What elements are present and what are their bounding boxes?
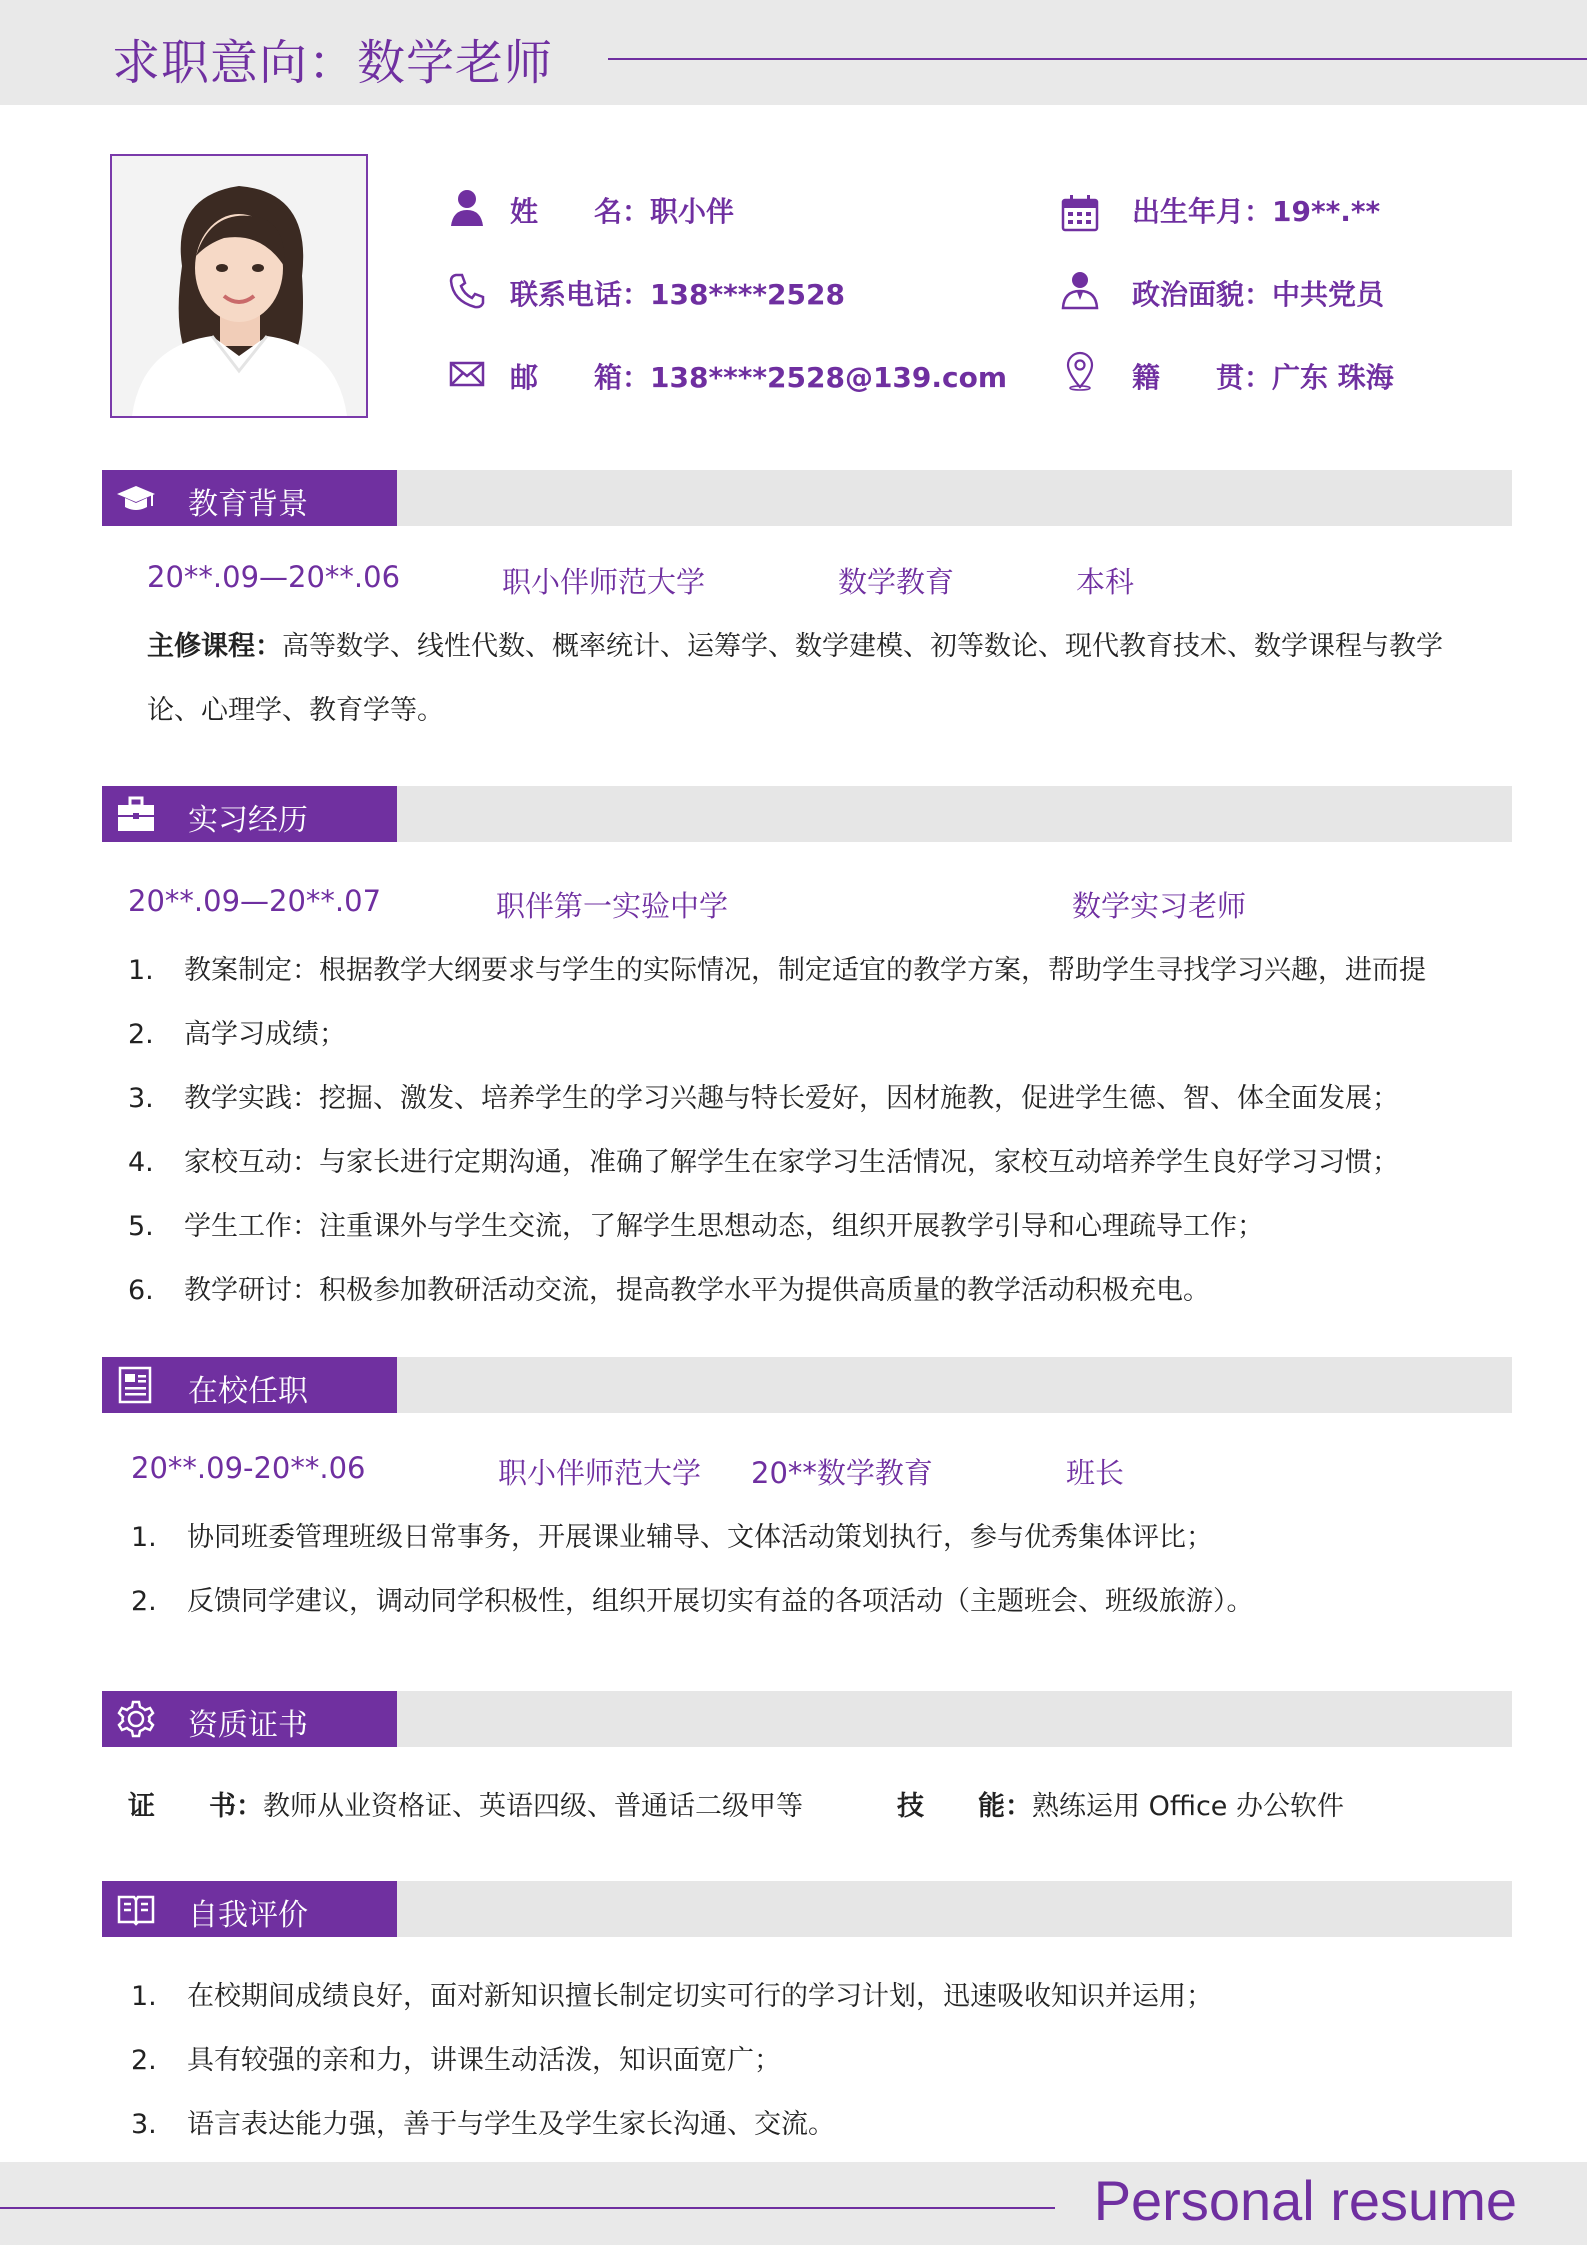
name-field: 姓 名：职小伴 (510, 195, 735, 228)
campus-period: 20**.09-20**.06 (131, 1451, 366, 1485)
campus-school: 职小伴师范大学 (498, 1456, 702, 1490)
certificates-label: 证 书： (128, 1791, 263, 1822)
open-book-icon (116, 1889, 156, 1929)
header-rule (608, 58, 1587, 60)
internship-role: 数学实习老师 (1072, 889, 1247, 923)
education-school: 职小伴师范大学 (502, 565, 706, 599)
campus-major: 20**数学教育 (751, 1456, 933, 1490)
list-item: 2. 具有较强的亲和力，讲课生动活泼，知识面宽广； (131, 2045, 781, 2076)
courses-label: 主修课程： (147, 631, 282, 662)
footer-rule (0, 2207, 1055, 2209)
certificates-line (128, 1784, 803, 1823)
self-section-header (102, 1881, 397, 1937)
list-item: 1. 协同班委管理班级日常事务，开展课业辅导、文体活动策划执行，参与优秀集体评比； (131, 1522, 1213, 1553)
list-item: 2. 反馈同学建议，调动同学积极性，组织开展切实有益的各项活动（主题班会、班级旅游）。 (131, 1586, 1254, 1617)
job-intention-title: 求职意向：数学老师 (112, 35, 554, 91)
self-title: 自我评价 (188, 1898, 308, 1933)
skills-value: 熟练运用 Office 办公软件 (1032, 1791, 1344, 1822)
list-item: 5. 学生工作：注重课外与学生交流，了解学生思想动态，组织开展教学引导和心理疏导工作； (128, 1211, 1264, 1242)
list-item: 4. 家校互动：与家长进行定期沟通，准确了解学生在家学习生活情况，家校互动培养学生良好学习习惯； (128, 1147, 1399, 1178)
briefcase-icon (116, 794, 156, 834)
calendar-icon (1060, 193, 1100, 233)
education-major: 数学教育 (838, 565, 955, 599)
phone-field: 联系电话：138****2528 (510, 278, 845, 311)
list-item: 1. 教案制定：根据教学大纲要求与学生的实际情况，制定适宜的教学方案，帮助学生寻找学习兴趣，进而提 (128, 955, 1426, 986)
birth-field: 出生年月：19**.** (1132, 195, 1381, 228)
internship-period: 20**.09—20**.07 (128, 884, 382, 918)
list-item: 6. 教学研讨：积极参加教研活动交流，提高教学水平为提供高质量的教学活动积极充电。 (128, 1275, 1210, 1306)
skills-label: 技 能： (897, 1791, 1032, 1822)
list-item: 2. 高学习成绩； (128, 1019, 346, 1050)
skills-line (897, 1784, 1344, 1823)
education-section-header (102, 470, 397, 526)
party-member-icon (1060, 270, 1100, 310)
politics-field: 政治面貌：中共党员 (1132, 278, 1385, 311)
internship-section-header (102, 786, 397, 842)
internship-title: 实习经历 (188, 803, 308, 838)
education-period: 20**.09—20**.06 (147, 560, 401, 594)
courses-line-1 (147, 624, 1443, 663)
gear-icon (116, 1699, 156, 1739)
location-pin-icon (1060, 351, 1100, 391)
certs-section-header (102, 1691, 397, 1747)
education-degree: 本科 (1076, 565, 1135, 599)
mail-icon (447, 354, 487, 394)
footer-title: Personal resume (1093, 2169, 1517, 2232)
person-icon (447, 188, 487, 228)
campus-title: 在校任职 (188, 1374, 308, 1409)
email-field: 邮 箱：138****2528@139.com (510, 361, 1008, 394)
phone-icon (447, 271, 487, 311)
graduation-cap-icon (116, 478, 156, 518)
list-item: 3. 教学实践：挖掘、激发、培养学生的学习兴趣与特长爱好，因材施教，促进学生德、智、体全面发展； (128, 1083, 1399, 1114)
internship-org: 职伴第一实验中学 (496, 889, 729, 923)
campus-role: 班长 (1066, 1456, 1125, 1490)
education-title: 教育背景 (188, 487, 308, 522)
certs-title: 资质证书 (188, 1708, 308, 1743)
courses-text: 高等数学、线性代数、概率统计、运筹学、数学建模、初等数论、现代教育技术、数学课程与教学 (282, 631, 1443, 662)
document-icon (116, 1365, 156, 1405)
campus-section-header (102, 1357, 397, 1413)
avatar-illustration (112, 156, 366, 416)
hometown-field: 籍 贯：广东 珠海 (1132, 361, 1394, 394)
profile-photo (110, 154, 368, 418)
certificates-value: 教师从业资格证、英语四级、普通话二级甲等 (263, 1791, 803, 1822)
list-item: 1. 在校期间成绩良好，面对新知识擅长制定切实可行的学习计划，迅速吸收知识并运用； (131, 1981, 1213, 2012)
list-item: 3. 语言表达能力强，善于与学生及学生家长沟通、交流。 (131, 2109, 835, 2140)
courses-line-2: 论、心理学、教育学等。 (147, 695, 444, 726)
